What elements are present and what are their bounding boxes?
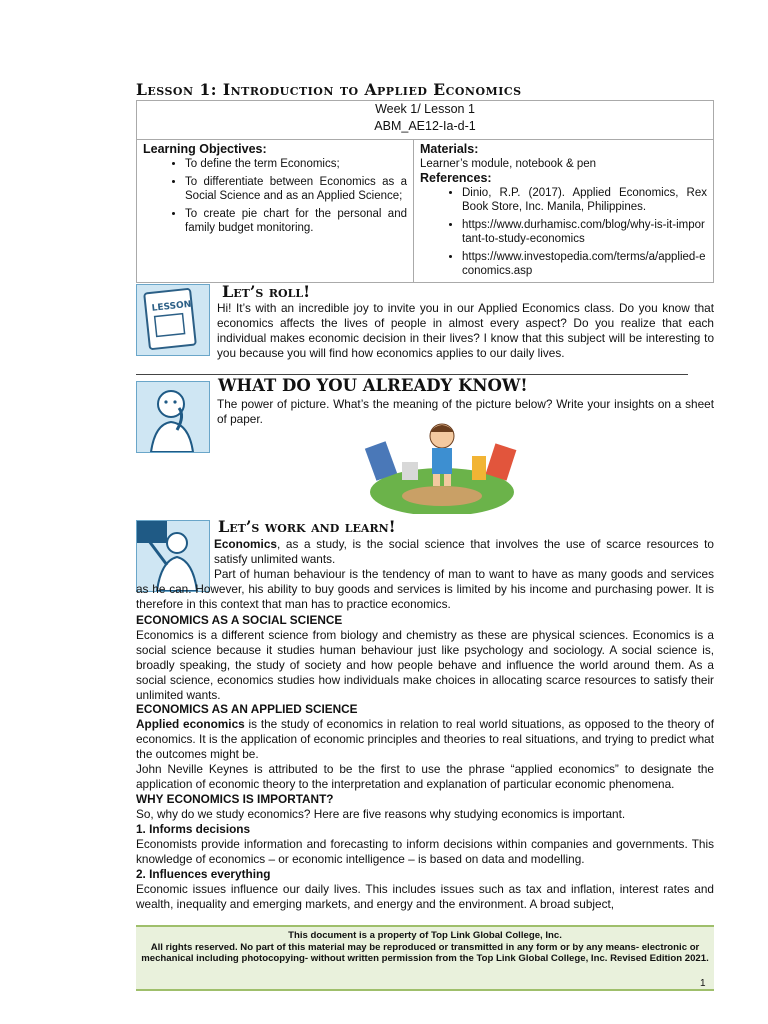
- lesson-icon-label: LESSON: [151, 299, 192, 314]
- social-science-heading: ECONOMICS AS A SOCIAL SCIENCE: [136, 613, 343, 627]
- economics-definition-text: , as a study, is the social science that involves the use of scarce resources to satisfy unlimited wants.: [214, 537, 714, 566]
- social-science-text: Economics is a different science from biology and chemistry as these are physical sciences. Economics is a social science because it studies human behaviour just like psychology and sociology. A social science is, broadly speaking, the study of society and how people behave and influence the world around them. As a social science, economics studies how individuals make choices in allocating scarce resources to satisfy their unlimited wants.: [136, 628, 714, 702]
- already-know-text: The power of picture. What’s the meaning of the picture below? Write your insights on a sheet of paper.: [217, 397, 714, 426]
- copyright-footer: [136, 925, 714, 991]
- materials-heading: Materials:: [420, 142, 479, 156]
- objectives-list: [143, 157, 407, 235]
- economics-definition: [214, 537, 714, 567]
- reference-link[interactable]: • https://www.investopedia.com/terms/a/applied-economics.asp: [462, 250, 707, 278]
- lesson-book-icon: [136, 284, 210, 356]
- human-behaviour-paragraph: Part of human behaviour is the tendency of man to want to have as many goods and services as he can. However, his ability to buy goods and services is limited by his income and purchasing power. It is therefore in this context that man has to practice economics.: [136, 567, 714, 611]
- materials-text: Learner’s module, notebook & pen: [420, 158, 597, 170]
- objective-item: • To differentiate between Economics as a Social Science and as an Applied Science;: [185, 175, 407, 203]
- applied-economics-text: is the study of economics in relation to real world situations, as opposed to the theory of economics. It is the application of economic principles and theories to real situations, and trying to predict what the outcomes might be.: [136, 717, 714, 761]
- references-list: [420, 186, 707, 278]
- footer-rights-line: All rights reserved. No part of this material may be reproduced or transmitted in any form or by any means- electronic or mechanical including photocopying- without written permission from the Top Link Global College, Inc. Revised Edition 2021.: [141, 941, 709, 964]
- work-learn-heading: Let’s work and learn!: [218, 517, 396, 536]
- reason-2-text: Economic issues influence our daily lives. This includes issues such as tax and inflation, interest rates and wealth, inequality and emerging markets, and energy and the environment. A broad subject,: [136, 882, 714, 911]
- already-know-heading: WHAT DO YOU ALREADY KNOW!: [218, 376, 528, 395]
- thinking-person-icon: [136, 381, 210, 453]
- reason-1-text: Economists provide information and forecasting to inform decisions within companies and governments. This knowledge of economics – or economic intelligence – is based on data and modelling.: [136, 837, 714, 866]
- why-important-intro: So, why do we study economics? Here are five reasons why studying economics is important.: [136, 807, 626, 821]
- keynes-paragraph: John Neville Keynes is attributed to be the first to use the phrase “applied economics” to designate the application of economic theory to the interpretation and explanation of particular economic phenomena.: [136, 762, 714, 791]
- lets-roll-text: Hi! It’s with an incredible joy to invite you in our Applied Economics class. Do you know that economics affects the lives of people in almost every aspect? Do you realize that each individual makes economic decision in their lives? I know that this subject will be interesting to you because you will find how economics applies to our daily lives.: [217, 301, 714, 360]
- objectives-table: [136, 100, 714, 283]
- reference-item: • Dinio, R.P. (2017). Applied Economics, Rex Book Store, Inc. Manila, Philippines.: [462, 186, 707, 214]
- economics-term: Economics: [214, 537, 277, 551]
- lesson-title: Lesson 1: Introduction to Applied Economics: [136, 80, 522, 99]
- economy-globe-illustration: [340, 418, 544, 514]
- week-header-cell: [137, 101, 714, 140]
- why-important-heading: WHY ECONOMICS IS IMPORTANT?: [136, 792, 334, 806]
- footer-property-line: This document is a property of Top Link Global College, Inc.: [288, 930, 562, 941]
- reason-1-title: 1. Informs decisions: [136, 822, 251, 836]
- reason-2-title: 2. Influences everything: [136, 867, 271, 881]
- applied-economics-definition: [136, 717, 714, 762]
- applied-economics-term: Applied economics: [136, 717, 245, 731]
- reference-link[interactable]: • https://www.durhamisc.com/blog/why-is-it-important-to-study-economics: [462, 218, 707, 246]
- lets-roll-heading: Let’s roll!: [222, 282, 311, 301]
- objective-item: • To create pie chart for the personal and family budget monitoring.: [185, 207, 407, 235]
- objectives-heading: Learning Objectives:: [143, 142, 267, 156]
- references-heading: References:: [420, 171, 492, 185]
- week-label: Week 1/ Lesson 1: [375, 102, 475, 116]
- materials-cell: [414, 140, 714, 283]
- section-divider: [136, 374, 688, 375]
- competency-code: ABM_AE12-Ia-d-1: [374, 119, 476, 133]
- applied-science-heading: ECONOMICS AS AN APPLIED SCIENCE: [136, 702, 358, 716]
- page-number: 1: [700, 978, 706, 989]
- objectives-cell: [137, 140, 414, 283]
- objective-item: • To define the term Economics;: [185, 157, 407, 171]
